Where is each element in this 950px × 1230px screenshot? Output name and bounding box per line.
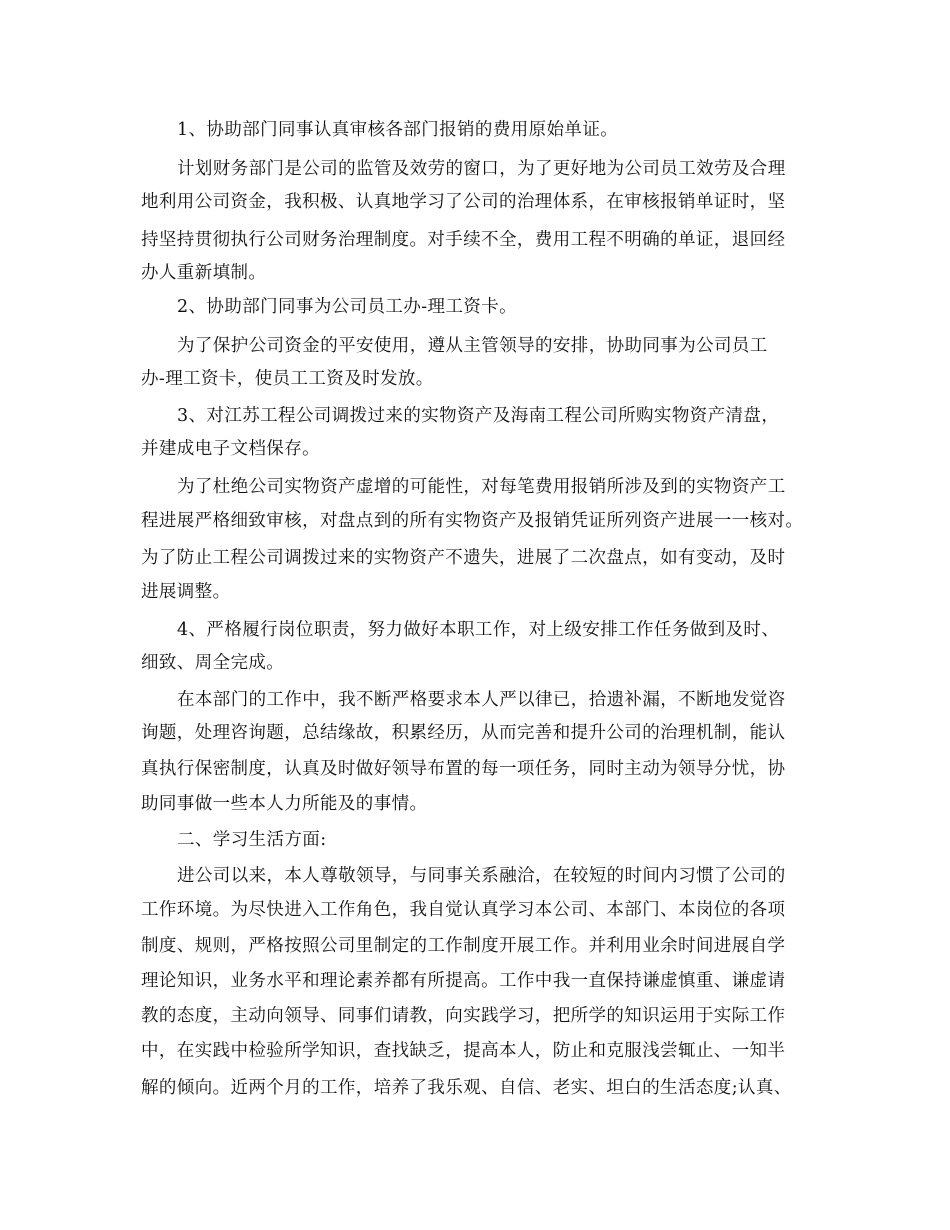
text-line-8: 办-理工资卡，使员工工资及时发放。 [141,369,434,389]
text-line-14: 进展调整。 [141,582,231,602]
text-line-19: 真执行保密制度，认真及时做好领导布置的每一项任务，同时主动为领导分忧，协 [141,759,786,779]
text-line-6: 2、协助部门同事为公司员工办-理工资卡。 [177,297,518,317]
text-line-4: 持坚持贯彻执行公司财务治理制度。对手续不全，费用工程不明确的单证，退回经 [141,230,786,250]
text-line-2: 计划财务部门是公司的监管及效劳的窗口，为了更好地为公司员工效劳及合理 [177,159,786,179]
text-line-11: 为了杜绝公司实物资产虚增的可能性，对每笔费用报销所涉及到的实物资产工 [177,477,786,497]
text-line-7: 为了保护公司资金的平安使用，遵从主管领导的安排，协助同事为公司员工 [177,336,768,356]
text-line-21: 二、学习生活方面: [177,830,327,850]
text-line-17: 在本部门的工作中，我不断严格要求本人严以律已，拾遗补漏，不断地发觉咨 [177,690,786,710]
text-line-20: 助同事做一些本人力所能及的事情。 [141,794,428,814]
text-line-10: 并建成电子文档保存。 [141,439,320,459]
text-line-5: 办人重新填制。 [141,263,267,283]
text-line-18: 询题，处理咨询题，总结缘故，积累经历，从而完善和提升公司的治理机制，能认 [141,723,786,743]
text-line-23: 工作环境。为尽快进入工作角色，我自觉认真学习本公司、本部门、本岗位的各项 [141,900,786,920]
text-line-9: 3、对江苏工程公司调拨过来的实物资产及海南工程公司所购实物资产清盘， [177,406,780,426]
text-line-24: 制度、规则，严格按照公司里制定的工作制度开展工作。并利用业余时间进展自学 [141,936,786,956]
text-line-16: 细致、周全完成。 [141,653,285,673]
text-line-13: 为了防止工程公司调拨过来的实物资产不遗失，进展了二次盘点，如有变动，及时 [141,548,786,568]
text-line-1: 1、协助部门同事认真审核各部门报销的费用原始单证。 [177,120,619,140]
text-line-27: 中，在实践中检验所学知识，查找缺乏，提高本人，防止和克服浅尝辄止、一知半 [141,1041,786,1061]
text-line-22: 进公司以来，本人尊敬领导，与同事关系融洽，在较短的时间内习惯了公司的 [177,866,786,886]
text-line-28: 解的倾向。近两个月的工作，培养了我乐观、自信、老实、坦白的生活态度;认真、 [141,1078,792,1098]
text-line-15: 4、严格履行岗位职责，努力做好本职工作，对上级安排工作任务做到及时、 [177,620,780,640]
text-line-3: 地利用公司资金，我积极、认真地学习了公司的治理体系，在审核报销单证时，坚 [141,192,786,212]
text-line-25: 理论知识，业务水平和理论素养都有所提高。工作中我一直保持谦虚慎重、谦虚请 [141,971,786,991]
text-line-12: 程进展严格细致审核，对盘点到的所有实物资产及报销凭证所列资产进展一一核对。 [141,511,804,531]
text-line-26: 教的态度，主动向领导、同事们请教，向实践学习，把所学的知识运用于实际工作 [141,1006,786,1026]
